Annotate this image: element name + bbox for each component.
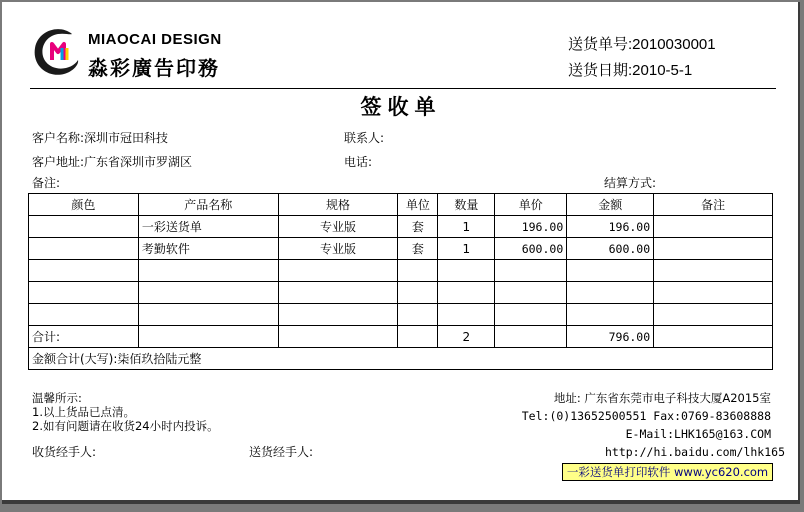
cell-qty xyxy=(438,304,495,326)
customer-address-value: 广东省深圳市罗湖区 xyxy=(84,155,193,169)
column-header: 产品名称 xyxy=(138,194,278,216)
phone-label: 电话: xyxy=(344,155,373,169)
cell-amount xyxy=(567,282,654,304)
settlement-label: 结算方式: xyxy=(604,176,657,190)
total-empty-cell xyxy=(654,326,773,348)
remarks-label: 备注: xyxy=(32,176,61,190)
items-table xyxy=(28,193,773,370)
column-header: 单位 xyxy=(398,194,438,216)
brand-logo-icon xyxy=(32,26,82,78)
cell-spec xyxy=(278,282,398,304)
cell-unit xyxy=(398,282,438,304)
table-row xyxy=(29,304,773,326)
table-row xyxy=(29,238,773,260)
delivery-number xyxy=(568,33,716,54)
delivery-receipt-sheet xyxy=(2,2,800,504)
total-empty-cell xyxy=(138,326,278,348)
cell-product xyxy=(138,260,278,282)
customer-name-value: 深圳市冠田科技 xyxy=(84,131,169,145)
delivery-date xyxy=(568,59,692,80)
brand-name-cn: 淼彩廣告印務 xyxy=(88,56,220,80)
delivery-number-value: 2010030001 xyxy=(632,36,716,53)
amount-in-words: 金额合计(大写):柒佰玖拾陆元整 xyxy=(29,348,773,370)
software-ad-link[interactable]: 一彩送货单打印软件 www.yc620.com xyxy=(562,463,773,481)
cell-spec xyxy=(278,260,398,282)
sender-label: 送货经手人: xyxy=(249,445,314,459)
cell-qty: 1 xyxy=(438,216,495,238)
cell-amount: 196.00 xyxy=(567,216,654,238)
receiver-label: 收货经手人: xyxy=(32,445,97,459)
total-empty-cell xyxy=(278,326,398,348)
brand-name-en: MIAOCAI DESIGN xyxy=(88,31,222,48)
cell-color xyxy=(29,238,139,260)
cell-amount: 600.00 xyxy=(567,238,654,260)
cell-color xyxy=(29,260,139,282)
document-title: 签收单 xyxy=(360,94,442,119)
cell-note xyxy=(654,282,773,304)
cell-qty xyxy=(438,260,495,282)
cell-qty xyxy=(438,282,495,304)
cell-product xyxy=(138,304,278,326)
total-empty-cell xyxy=(398,326,438,348)
customer-address-label: 客户地址: xyxy=(32,155,85,169)
cell-price: 600.00 xyxy=(495,238,567,260)
delivery-date-value: 2010-5-1 xyxy=(632,62,693,79)
cell-spec: 专业版 xyxy=(278,216,398,238)
cell-unit xyxy=(398,304,438,326)
contact-label: 联系人: xyxy=(344,131,385,145)
cell-product: 考勤软件 xyxy=(138,238,278,260)
notice-line-2: 2.如有问题请在收货24小时内投诉。 xyxy=(32,419,219,433)
column-header: 单价 xyxy=(495,194,567,216)
cell-price xyxy=(495,304,567,326)
column-header: 备注 xyxy=(654,194,773,216)
cell-color xyxy=(29,216,139,238)
cell-amount xyxy=(567,304,654,326)
cell-product xyxy=(138,282,278,304)
column-header: 规格 xyxy=(278,194,398,216)
company-url[interactable]: http://hi.baidu.com/lhk165 xyxy=(604,445,785,459)
total-quantity: 2 xyxy=(438,326,495,348)
column-header: 颜色 xyxy=(29,194,139,216)
customer-name xyxy=(32,129,168,146)
cell-price xyxy=(495,282,567,304)
cell-unit xyxy=(398,260,438,282)
amount-in-words-row xyxy=(29,348,773,370)
cell-note xyxy=(654,260,773,282)
customer-name-label: 客户名称: xyxy=(32,131,85,145)
cell-note xyxy=(654,238,773,260)
company-email: E-Mail:LHK165@163.COM xyxy=(625,427,771,441)
cell-qty: 1 xyxy=(438,238,495,260)
cell-unit: 套 xyxy=(398,216,438,238)
header-divider xyxy=(30,88,776,89)
cell-spec: 专业版 xyxy=(278,238,398,260)
customer-address xyxy=(32,153,192,170)
delivery-date-label: 送货日期: xyxy=(568,62,633,79)
table-header-row xyxy=(29,194,773,216)
total-row xyxy=(29,326,773,348)
notice-title: 温馨所示: xyxy=(32,391,82,405)
total-amount: 796.00 xyxy=(567,326,654,348)
cell-price xyxy=(495,260,567,282)
cell-unit: 套 xyxy=(398,238,438,260)
table-row xyxy=(29,216,773,238)
cell-color xyxy=(29,304,139,326)
company-address: 地址: 广东省东莞市电子科技大厦A2015室 xyxy=(553,391,771,405)
table-row xyxy=(29,260,773,282)
column-header: 金额 xyxy=(567,194,654,216)
cell-product: 一彩送货单 xyxy=(138,216,278,238)
cell-spec xyxy=(278,304,398,326)
cell-color xyxy=(29,282,139,304)
cell-amount xyxy=(567,260,654,282)
total-empty-cell xyxy=(495,326,567,348)
company-tel-fax: Tel:(0)13652500551 Fax:0769-83608888 xyxy=(521,409,771,423)
notice-line-1: 1.以上货品已点清。 xyxy=(32,405,135,419)
table-row xyxy=(29,282,773,304)
total-label: 合计: xyxy=(29,326,139,348)
cell-price: 196.00 xyxy=(495,216,567,238)
column-header: 数量 xyxy=(438,194,495,216)
delivery-number-label: 送货单号: xyxy=(568,36,633,53)
cell-note xyxy=(654,304,773,326)
cell-note xyxy=(654,216,773,238)
